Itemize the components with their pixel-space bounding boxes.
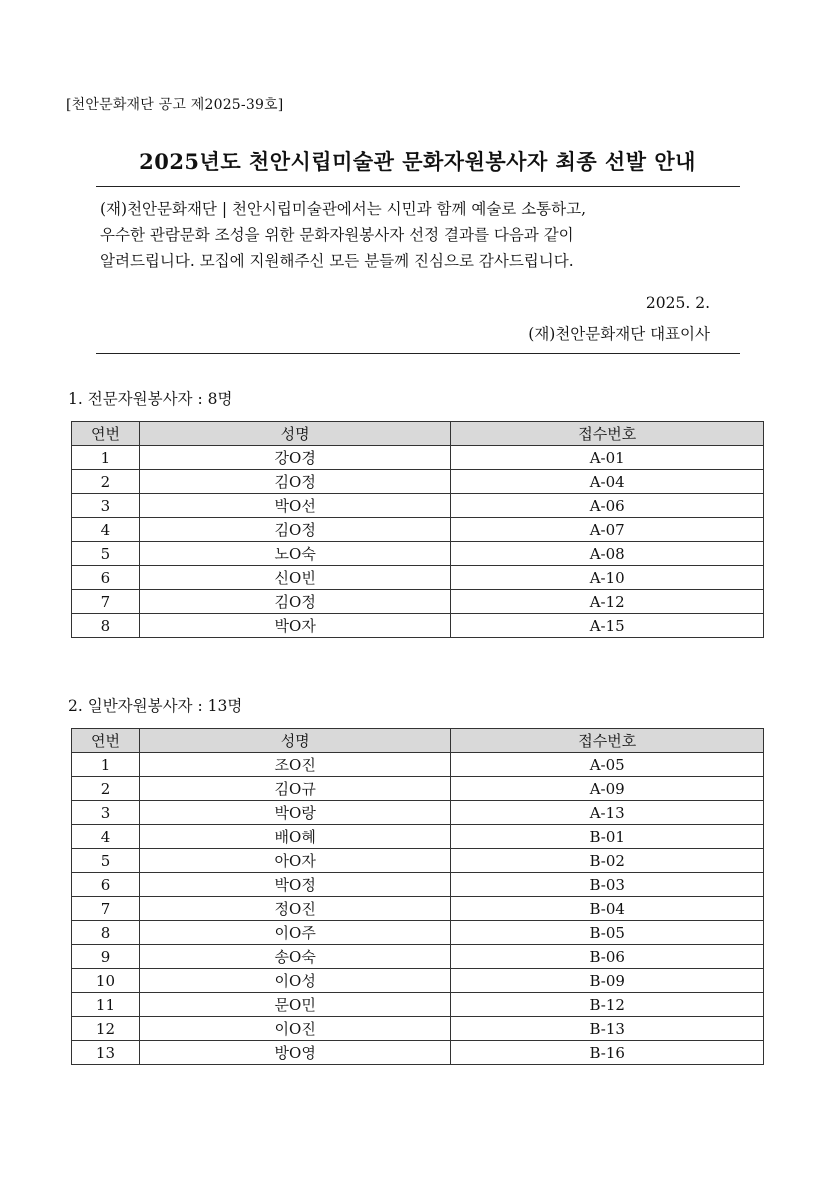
- cell-name: 박O자: [139, 614, 451, 638]
- cell-receipt: B-01: [451, 825, 764, 849]
- intro-line: 알려드립니다. 모집에 지원해주신 모든 분들께 진심으로 감사드립니다.: [100, 252, 574, 270]
- table-row: [72, 614, 764, 638]
- cell-receipt: B-13: [451, 1017, 764, 1041]
- cell-receipt: B-05: [451, 921, 764, 945]
- section-title-general: 2. 일반자원봉사자 : 13명: [68, 697, 243, 715]
- cell-no: 6: [72, 566, 140, 590]
- cell-name: 문O민: [139, 993, 451, 1017]
- table-row: [72, 494, 764, 518]
- general-volunteer-table: [71, 728, 764, 1065]
- cell-receipt: B-02: [451, 849, 764, 873]
- cell-receipt: A-13: [451, 801, 764, 825]
- cell-receipt: B-03: [451, 873, 764, 897]
- cell-no: 3: [72, 494, 140, 518]
- cell-no: 7: [72, 897, 140, 921]
- column-header-no: 연번: [72, 729, 140, 753]
- table-row: [72, 849, 764, 873]
- cell-no: 1: [72, 446, 140, 470]
- table-row: [72, 897, 764, 921]
- table-row: [72, 753, 764, 777]
- cell-name: 아O자: [139, 849, 451, 873]
- cell-receipt: A-09: [451, 777, 764, 801]
- column-header-receipt: 접수번호: [451, 422, 764, 446]
- table-row: [72, 825, 764, 849]
- cell-no: 9: [72, 945, 140, 969]
- cell-name: 박O선: [139, 494, 451, 518]
- table-header-row: [72, 729, 764, 753]
- cell-no: 10: [72, 969, 140, 993]
- cell-receipt: B-04: [451, 897, 764, 921]
- cell-no: 8: [72, 614, 140, 638]
- cell-no: 5: [72, 542, 140, 566]
- cell-name: 신O빈: [139, 566, 451, 590]
- cell-name: 김O정: [139, 518, 451, 542]
- table-row: [72, 470, 764, 494]
- table-row: [72, 518, 764, 542]
- cell-no: 2: [72, 470, 140, 494]
- cell-receipt: A-08: [451, 542, 764, 566]
- table-row: [72, 1041, 764, 1065]
- cell-receipt: A-06: [451, 494, 764, 518]
- cell-name: 강O경: [139, 446, 451, 470]
- cell-receipt: A-10: [451, 566, 764, 590]
- issuer-organization: (재)천안문화재단 대표이사: [528, 325, 710, 343]
- column-header-name: 성명: [139, 422, 451, 446]
- table-row: [72, 873, 764, 897]
- page-title: 2025년도 천안시립미술관 문화자원봉사자 최종 선발 안내: [139, 149, 696, 174]
- table-row: [72, 993, 764, 1017]
- cell-name: 이O진: [139, 1017, 451, 1041]
- cell-name: 노O숙: [139, 542, 451, 566]
- cell-name: 송O숙: [139, 945, 451, 969]
- cell-receipt: B-06: [451, 945, 764, 969]
- cell-receipt: A-07: [451, 518, 764, 542]
- title-divider: [96, 186, 740, 187]
- cell-receipt: B-09: [451, 969, 764, 993]
- cell-receipt: B-16: [451, 1041, 764, 1065]
- intro-paragraph: [100, 196, 720, 274]
- table-row: [72, 1017, 764, 1041]
- table-row: [72, 590, 764, 614]
- cell-name: 박O정: [139, 873, 451, 897]
- intro-line: 우수한 관람문화 조성을 위한 문화자원봉사자 선정 결과를 다음과 같이: [100, 226, 574, 244]
- cell-no: 3: [72, 801, 140, 825]
- expert-volunteer-table: [71, 421, 764, 638]
- column-header-no: 연번: [72, 422, 140, 446]
- cell-name: 정O진: [139, 897, 451, 921]
- cell-name: 이O성: [139, 969, 451, 993]
- table-row: [72, 945, 764, 969]
- cell-receipt: A-05: [451, 753, 764, 777]
- cell-receipt: A-01: [451, 446, 764, 470]
- table-row: [72, 446, 764, 470]
- cell-no: 4: [72, 825, 140, 849]
- table-row: [72, 777, 764, 801]
- notice-number: [천안문화재단 공고 제2025-39호]: [66, 97, 284, 113]
- table-row: [72, 542, 764, 566]
- cell-name: 김O정: [139, 590, 451, 614]
- cell-receipt: A-04: [451, 470, 764, 494]
- cell-receipt: B-12: [451, 993, 764, 1017]
- cell-receipt: A-12: [451, 590, 764, 614]
- cell-no: 1: [72, 753, 140, 777]
- header-divider: [96, 353, 740, 354]
- cell-name: 김O정: [139, 470, 451, 494]
- table-row: [72, 801, 764, 825]
- cell-no: 5: [72, 849, 140, 873]
- cell-no: 12: [72, 1017, 140, 1041]
- cell-receipt: A-15: [451, 614, 764, 638]
- cell-no: 4: [72, 518, 140, 542]
- cell-name: 배O혜: [139, 825, 451, 849]
- table-header-row: [72, 422, 764, 446]
- cell-no: 11: [72, 993, 140, 1017]
- table-row: [72, 921, 764, 945]
- column-header-name: 성명: [139, 729, 451, 753]
- cell-no: 13: [72, 1041, 140, 1065]
- table-row: [72, 566, 764, 590]
- cell-no: 7: [72, 590, 140, 614]
- cell-no: 2: [72, 777, 140, 801]
- section-title-expert: 1. 전문자원봉사자 : 8명: [68, 390, 233, 408]
- cell-name: 조O진: [139, 753, 451, 777]
- cell-no: 8: [72, 921, 140, 945]
- cell-name: 박O랑: [139, 801, 451, 825]
- intro-line: (재)천안문화재단 | 천안시립미술관에서는 시민과 함께 예술로 소통하고,: [100, 200, 587, 218]
- table-row: [72, 969, 764, 993]
- column-header-receipt: 접수번호: [451, 729, 764, 753]
- cell-no: 6: [72, 873, 140, 897]
- cell-name: 방O영: [139, 1041, 451, 1065]
- notice-date: 2025. 2.: [645, 294, 710, 312]
- cell-name: 이O주: [139, 921, 451, 945]
- cell-name: 김O규: [139, 777, 451, 801]
